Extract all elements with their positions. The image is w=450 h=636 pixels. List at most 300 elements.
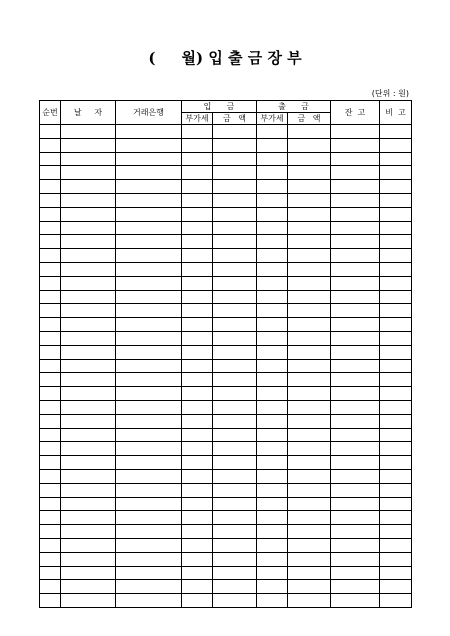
cell-deposit-vat[interactable] bbox=[182, 552, 213, 566]
cell-withdrawal-amount[interactable] bbox=[288, 318, 331, 332]
cell-balance[interactable] bbox=[331, 442, 380, 456]
cell-date[interactable] bbox=[61, 249, 116, 263]
cell-balance[interactable] bbox=[331, 511, 380, 525]
cell-date[interactable] bbox=[61, 262, 116, 276]
cell-bank[interactable] bbox=[116, 331, 182, 345]
cell-deposit-vat[interactable] bbox=[182, 456, 213, 470]
cell-remarks[interactable] bbox=[380, 262, 412, 276]
cell-withdrawal-amount[interactable] bbox=[288, 538, 331, 552]
cell-balance[interactable] bbox=[331, 331, 380, 345]
cell-balance[interactable] bbox=[331, 138, 380, 152]
cell-remarks[interactable] bbox=[380, 235, 412, 249]
cell-no[interactable] bbox=[40, 345, 61, 359]
cell-remarks[interactable] bbox=[380, 249, 412, 263]
cell-balance[interactable] bbox=[331, 125, 380, 139]
cell-deposit-vat[interactable] bbox=[182, 207, 213, 221]
cell-date[interactable] bbox=[61, 331, 116, 345]
cell-balance[interactable] bbox=[331, 525, 380, 539]
cell-no[interactable] bbox=[40, 193, 61, 207]
cell-date[interactable] bbox=[61, 552, 116, 566]
cell-balance[interactable] bbox=[331, 428, 380, 442]
cell-no[interactable] bbox=[40, 456, 61, 470]
cell-remarks[interactable] bbox=[380, 331, 412, 345]
cell-no[interactable] bbox=[40, 538, 61, 552]
cell-deposit-amount[interactable] bbox=[213, 359, 257, 373]
cell-balance[interactable] bbox=[331, 318, 380, 332]
cell-withdrawal-amount[interactable] bbox=[288, 249, 331, 263]
cell-bank[interactable] bbox=[116, 262, 182, 276]
cell-date[interactable] bbox=[61, 456, 116, 470]
cell-remarks[interactable] bbox=[380, 152, 412, 166]
cell-deposit-amount[interactable] bbox=[213, 483, 257, 497]
cell-withdrawal-amount[interactable] bbox=[288, 125, 331, 139]
cell-remarks[interactable] bbox=[380, 221, 412, 235]
cell-withdrawal-amount[interactable] bbox=[288, 373, 331, 387]
cell-remarks[interactable] bbox=[380, 566, 412, 580]
cell-deposit-vat[interactable] bbox=[182, 414, 213, 428]
cell-no[interactable] bbox=[40, 262, 61, 276]
cell-withdrawal-amount[interactable] bbox=[288, 290, 331, 304]
cell-balance[interactable] bbox=[331, 221, 380, 235]
cell-bank[interactable] bbox=[116, 594, 182, 608]
cell-remarks[interactable] bbox=[380, 456, 412, 470]
cell-withdrawal-amount[interactable] bbox=[288, 387, 331, 401]
cell-date[interactable] bbox=[61, 207, 116, 221]
cell-no[interactable] bbox=[40, 525, 61, 539]
cell-deposit-amount[interactable] bbox=[213, 538, 257, 552]
cell-withdrawal-vat[interactable] bbox=[257, 456, 288, 470]
cell-withdrawal-vat[interactable] bbox=[257, 276, 288, 290]
cell-deposit-amount[interactable] bbox=[213, 580, 257, 594]
cell-deposit-amount[interactable] bbox=[213, 304, 257, 318]
cell-deposit-vat[interactable] bbox=[182, 166, 213, 180]
cell-date[interactable] bbox=[61, 442, 116, 456]
cell-deposit-amount[interactable] bbox=[213, 387, 257, 401]
cell-date[interactable] bbox=[61, 359, 116, 373]
cell-deposit-vat[interactable] bbox=[182, 483, 213, 497]
cell-balance[interactable] bbox=[331, 262, 380, 276]
cell-bank[interactable] bbox=[116, 276, 182, 290]
cell-bank[interactable] bbox=[116, 235, 182, 249]
cell-bank[interactable] bbox=[116, 469, 182, 483]
cell-no[interactable] bbox=[40, 483, 61, 497]
cell-date[interactable] bbox=[61, 469, 116, 483]
cell-balance[interactable] bbox=[331, 483, 380, 497]
cell-bank[interactable] bbox=[116, 483, 182, 497]
cell-no[interactable] bbox=[40, 566, 61, 580]
cell-balance[interactable] bbox=[331, 566, 380, 580]
cell-deposit-vat[interactable] bbox=[182, 538, 213, 552]
cell-balance[interactable] bbox=[331, 345, 380, 359]
cell-deposit-vat[interactable] bbox=[182, 125, 213, 139]
cell-bank[interactable] bbox=[116, 166, 182, 180]
cell-date[interactable] bbox=[61, 193, 116, 207]
cell-deposit-amount[interactable] bbox=[213, 276, 257, 290]
cell-deposit-amount[interactable] bbox=[213, 221, 257, 235]
cell-no[interactable] bbox=[40, 276, 61, 290]
cell-date[interactable] bbox=[61, 138, 116, 152]
cell-remarks[interactable] bbox=[380, 387, 412, 401]
cell-withdrawal-vat[interactable] bbox=[257, 318, 288, 332]
cell-withdrawal-amount[interactable] bbox=[288, 456, 331, 470]
cell-withdrawal-amount[interactable] bbox=[288, 497, 331, 511]
cell-deposit-amount[interactable] bbox=[213, 594, 257, 608]
cell-deposit-amount[interactable] bbox=[213, 414, 257, 428]
cell-deposit-amount[interactable] bbox=[213, 138, 257, 152]
cell-bank[interactable] bbox=[116, 387, 182, 401]
cell-withdrawal-vat[interactable] bbox=[257, 442, 288, 456]
cell-bank[interactable] bbox=[116, 442, 182, 456]
cell-withdrawal-vat[interactable] bbox=[257, 400, 288, 414]
cell-deposit-amount[interactable] bbox=[213, 180, 257, 194]
cell-withdrawal-amount[interactable] bbox=[288, 400, 331, 414]
cell-withdrawal-vat[interactable] bbox=[257, 387, 288, 401]
cell-balance[interactable] bbox=[331, 387, 380, 401]
cell-withdrawal-amount[interactable] bbox=[288, 566, 331, 580]
cell-date[interactable] bbox=[61, 180, 116, 194]
cell-balance[interactable] bbox=[331, 359, 380, 373]
cell-deposit-amount[interactable] bbox=[213, 235, 257, 249]
cell-deposit-amount[interactable] bbox=[213, 318, 257, 332]
cell-withdrawal-vat[interactable] bbox=[257, 290, 288, 304]
cell-deposit-vat[interactable] bbox=[182, 221, 213, 235]
cell-deposit-amount[interactable] bbox=[213, 400, 257, 414]
cell-withdrawal-amount[interactable] bbox=[288, 276, 331, 290]
cell-deposit-vat[interactable] bbox=[182, 180, 213, 194]
cell-remarks[interactable] bbox=[380, 359, 412, 373]
cell-bank[interactable] bbox=[116, 345, 182, 359]
cell-balance[interactable] bbox=[331, 180, 380, 194]
cell-date[interactable] bbox=[61, 345, 116, 359]
cell-no[interactable] bbox=[40, 511, 61, 525]
cell-no[interactable] bbox=[40, 594, 61, 608]
cell-balance[interactable] bbox=[331, 552, 380, 566]
cell-no[interactable] bbox=[40, 414, 61, 428]
cell-balance[interactable] bbox=[331, 373, 380, 387]
cell-withdrawal-amount[interactable] bbox=[288, 345, 331, 359]
cell-remarks[interactable] bbox=[380, 497, 412, 511]
cell-balance[interactable] bbox=[331, 469, 380, 483]
cell-balance[interactable] bbox=[331, 193, 380, 207]
cell-remarks[interactable] bbox=[380, 580, 412, 594]
cell-deposit-amount[interactable] bbox=[213, 290, 257, 304]
cell-balance[interactable] bbox=[331, 497, 380, 511]
cell-deposit-amount[interactable] bbox=[213, 456, 257, 470]
cell-bank[interactable] bbox=[116, 138, 182, 152]
cell-deposit-vat[interactable] bbox=[182, 235, 213, 249]
cell-deposit-vat[interactable] bbox=[182, 373, 213, 387]
cell-deposit-amount[interactable] bbox=[213, 331, 257, 345]
cell-withdrawal-amount[interactable] bbox=[288, 207, 331, 221]
cell-balance[interactable] bbox=[331, 594, 380, 608]
cell-no[interactable] bbox=[40, 400, 61, 414]
cell-withdrawal-vat[interactable] bbox=[257, 483, 288, 497]
cell-withdrawal-amount[interactable] bbox=[288, 180, 331, 194]
cell-withdrawal-amount[interactable] bbox=[288, 166, 331, 180]
cell-withdrawal-amount[interactable] bbox=[288, 442, 331, 456]
cell-no[interactable] bbox=[40, 249, 61, 263]
cell-no[interactable] bbox=[40, 138, 61, 152]
cell-withdrawal-vat[interactable] bbox=[257, 180, 288, 194]
cell-deposit-vat[interactable] bbox=[182, 511, 213, 525]
cell-bank[interactable] bbox=[116, 525, 182, 539]
cell-deposit-vat[interactable] bbox=[182, 290, 213, 304]
cell-bank[interactable] bbox=[116, 456, 182, 470]
cell-withdrawal-amount[interactable] bbox=[288, 525, 331, 539]
cell-remarks[interactable] bbox=[380, 442, 412, 456]
cell-withdrawal-vat[interactable] bbox=[257, 262, 288, 276]
cell-withdrawal-amount[interactable] bbox=[288, 428, 331, 442]
cell-withdrawal-amount[interactable] bbox=[288, 152, 331, 166]
cell-no[interactable] bbox=[40, 207, 61, 221]
cell-withdrawal-vat[interactable] bbox=[257, 552, 288, 566]
cell-remarks[interactable] bbox=[380, 193, 412, 207]
cell-deposit-amount[interactable] bbox=[213, 373, 257, 387]
cell-withdrawal-amount[interactable] bbox=[288, 359, 331, 373]
cell-withdrawal-vat[interactable] bbox=[257, 580, 288, 594]
cell-balance[interactable] bbox=[331, 290, 380, 304]
cell-deposit-amount[interactable] bbox=[213, 166, 257, 180]
cell-balance[interactable] bbox=[331, 580, 380, 594]
cell-withdrawal-vat[interactable] bbox=[257, 152, 288, 166]
cell-deposit-vat[interactable] bbox=[182, 276, 213, 290]
cell-date[interactable] bbox=[61, 304, 116, 318]
cell-withdrawal-vat[interactable] bbox=[257, 511, 288, 525]
cell-bank[interactable] bbox=[116, 304, 182, 318]
cell-remarks[interactable] bbox=[380, 428, 412, 442]
cell-deposit-amount[interactable] bbox=[213, 193, 257, 207]
cell-remarks[interactable] bbox=[380, 318, 412, 332]
cell-withdrawal-vat[interactable] bbox=[257, 207, 288, 221]
cell-bank[interactable] bbox=[116, 221, 182, 235]
cell-date[interactable] bbox=[61, 400, 116, 414]
cell-withdrawal-amount[interactable] bbox=[288, 262, 331, 276]
cell-bank[interactable] bbox=[116, 207, 182, 221]
cell-balance[interactable] bbox=[331, 249, 380, 263]
cell-remarks[interactable] bbox=[380, 304, 412, 318]
cell-deposit-vat[interactable] bbox=[182, 594, 213, 608]
cell-deposit-vat[interactable] bbox=[182, 387, 213, 401]
cell-remarks[interactable] bbox=[380, 180, 412, 194]
cell-deposit-vat[interactable] bbox=[182, 331, 213, 345]
cell-withdrawal-vat[interactable] bbox=[257, 497, 288, 511]
cell-deposit-amount[interactable] bbox=[213, 125, 257, 139]
cell-withdrawal-vat[interactable] bbox=[257, 373, 288, 387]
cell-bank[interactable] bbox=[116, 125, 182, 139]
cell-balance[interactable] bbox=[331, 400, 380, 414]
cell-bank[interactable] bbox=[116, 249, 182, 263]
cell-withdrawal-amount[interactable] bbox=[288, 235, 331, 249]
cell-deposit-vat[interactable] bbox=[182, 400, 213, 414]
cell-no[interactable] bbox=[40, 304, 61, 318]
cell-no[interactable] bbox=[40, 580, 61, 594]
cell-deposit-vat[interactable] bbox=[182, 138, 213, 152]
cell-withdrawal-vat[interactable] bbox=[257, 331, 288, 345]
cell-remarks[interactable] bbox=[380, 511, 412, 525]
cell-no[interactable] bbox=[40, 152, 61, 166]
cell-date[interactable] bbox=[61, 318, 116, 332]
cell-date[interactable] bbox=[61, 235, 116, 249]
cell-withdrawal-vat[interactable] bbox=[257, 428, 288, 442]
cell-no[interactable] bbox=[40, 373, 61, 387]
cell-deposit-amount[interactable] bbox=[213, 525, 257, 539]
cell-bank[interactable] bbox=[116, 359, 182, 373]
cell-date[interactable] bbox=[61, 166, 116, 180]
cell-withdrawal-amount[interactable] bbox=[288, 483, 331, 497]
cell-no[interactable] bbox=[40, 552, 61, 566]
cell-withdrawal-vat[interactable] bbox=[257, 359, 288, 373]
cell-deposit-vat[interactable] bbox=[182, 359, 213, 373]
cell-deposit-vat[interactable] bbox=[182, 580, 213, 594]
cell-remarks[interactable] bbox=[380, 414, 412, 428]
cell-date[interactable] bbox=[61, 483, 116, 497]
cell-date[interactable] bbox=[61, 594, 116, 608]
cell-deposit-amount[interactable] bbox=[213, 497, 257, 511]
cell-deposit-amount[interactable] bbox=[213, 566, 257, 580]
cell-date[interactable] bbox=[61, 497, 116, 511]
cell-withdrawal-vat[interactable] bbox=[257, 235, 288, 249]
cell-date[interactable] bbox=[61, 221, 116, 235]
cell-withdrawal-amount[interactable] bbox=[288, 221, 331, 235]
cell-remarks[interactable] bbox=[380, 373, 412, 387]
cell-no[interactable] bbox=[40, 180, 61, 194]
cell-withdrawal-amount[interactable] bbox=[288, 304, 331, 318]
cell-date[interactable] bbox=[61, 290, 116, 304]
cell-date[interactable] bbox=[61, 276, 116, 290]
cell-no[interactable] bbox=[40, 290, 61, 304]
cell-withdrawal-amount[interactable] bbox=[288, 580, 331, 594]
cell-withdrawal-amount[interactable] bbox=[288, 331, 331, 345]
cell-deposit-vat[interactable] bbox=[182, 525, 213, 539]
cell-bank[interactable] bbox=[116, 180, 182, 194]
cell-withdrawal-vat[interactable] bbox=[257, 193, 288, 207]
cell-remarks[interactable] bbox=[380, 594, 412, 608]
cell-withdrawal-vat[interactable] bbox=[257, 221, 288, 235]
cell-withdrawal-amount[interactable] bbox=[288, 552, 331, 566]
cell-date[interactable] bbox=[61, 152, 116, 166]
cell-deposit-vat[interactable] bbox=[182, 249, 213, 263]
cell-no[interactable] bbox=[40, 318, 61, 332]
cell-withdrawal-vat[interactable] bbox=[257, 249, 288, 263]
cell-no[interactable] bbox=[40, 125, 61, 139]
cell-deposit-amount[interactable] bbox=[213, 152, 257, 166]
cell-balance[interactable] bbox=[331, 414, 380, 428]
cell-withdrawal-vat[interactable] bbox=[257, 125, 288, 139]
cell-no[interactable] bbox=[40, 359, 61, 373]
cell-balance[interactable] bbox=[331, 152, 380, 166]
cell-no[interactable] bbox=[40, 442, 61, 456]
cell-withdrawal-vat[interactable] bbox=[257, 345, 288, 359]
cell-remarks[interactable] bbox=[380, 207, 412, 221]
cell-no[interactable] bbox=[40, 497, 61, 511]
cell-deposit-vat[interactable] bbox=[182, 304, 213, 318]
cell-deposit-vat[interactable] bbox=[182, 469, 213, 483]
cell-balance[interactable] bbox=[331, 304, 380, 318]
cell-withdrawal-vat[interactable] bbox=[257, 525, 288, 539]
cell-remarks[interactable] bbox=[380, 525, 412, 539]
cell-remarks[interactable] bbox=[380, 538, 412, 552]
cell-remarks[interactable] bbox=[380, 125, 412, 139]
cell-balance[interactable] bbox=[331, 166, 380, 180]
cell-bank[interactable] bbox=[116, 538, 182, 552]
cell-withdrawal-amount[interactable] bbox=[288, 511, 331, 525]
cell-bank[interactable] bbox=[116, 566, 182, 580]
cell-withdrawal-amount[interactable] bbox=[288, 138, 331, 152]
cell-bank[interactable] bbox=[116, 152, 182, 166]
cell-no[interactable] bbox=[40, 221, 61, 235]
cell-withdrawal-vat[interactable] bbox=[257, 138, 288, 152]
cell-date[interactable] bbox=[61, 428, 116, 442]
cell-deposit-vat[interactable] bbox=[182, 193, 213, 207]
cell-date[interactable] bbox=[61, 538, 116, 552]
cell-date[interactable] bbox=[61, 511, 116, 525]
cell-withdrawal-amount[interactable] bbox=[288, 594, 331, 608]
cell-remarks[interactable] bbox=[380, 166, 412, 180]
cell-bank[interactable] bbox=[116, 552, 182, 566]
cell-date[interactable] bbox=[61, 580, 116, 594]
cell-withdrawal-vat[interactable] bbox=[257, 304, 288, 318]
cell-deposit-vat[interactable] bbox=[182, 428, 213, 442]
cell-balance[interactable] bbox=[331, 276, 380, 290]
cell-withdrawal-vat[interactable] bbox=[257, 469, 288, 483]
cell-no[interactable] bbox=[40, 235, 61, 249]
cell-no[interactable] bbox=[40, 469, 61, 483]
cell-date[interactable] bbox=[61, 125, 116, 139]
cell-deposit-amount[interactable] bbox=[213, 345, 257, 359]
cell-remarks[interactable] bbox=[380, 276, 412, 290]
cell-remarks[interactable] bbox=[380, 400, 412, 414]
cell-balance[interactable] bbox=[331, 207, 380, 221]
cell-withdrawal-vat[interactable] bbox=[257, 414, 288, 428]
cell-deposit-vat[interactable] bbox=[182, 318, 213, 332]
cell-bank[interactable] bbox=[116, 511, 182, 525]
cell-withdrawal-vat[interactable] bbox=[257, 166, 288, 180]
cell-deposit-amount[interactable] bbox=[213, 469, 257, 483]
cell-withdrawal-amount[interactable] bbox=[288, 469, 331, 483]
cell-bank[interactable] bbox=[116, 400, 182, 414]
cell-withdrawal-vat[interactable] bbox=[257, 538, 288, 552]
cell-bank[interactable] bbox=[116, 373, 182, 387]
cell-remarks[interactable] bbox=[380, 483, 412, 497]
cell-deposit-amount[interactable] bbox=[213, 262, 257, 276]
cell-no[interactable] bbox=[40, 331, 61, 345]
cell-no[interactable] bbox=[40, 166, 61, 180]
cell-bank[interactable] bbox=[116, 497, 182, 511]
cell-bank[interactable] bbox=[116, 428, 182, 442]
cell-deposit-vat[interactable] bbox=[182, 345, 213, 359]
cell-date[interactable] bbox=[61, 525, 116, 539]
cell-deposit-vat[interactable] bbox=[182, 262, 213, 276]
cell-bank[interactable] bbox=[116, 193, 182, 207]
cell-bank[interactable] bbox=[116, 414, 182, 428]
cell-date[interactable] bbox=[61, 414, 116, 428]
cell-bank[interactable] bbox=[116, 318, 182, 332]
cell-withdrawal-amount[interactable] bbox=[288, 414, 331, 428]
cell-deposit-vat[interactable] bbox=[182, 442, 213, 456]
cell-deposit-amount[interactable] bbox=[213, 511, 257, 525]
cell-withdrawal-amount[interactable] bbox=[288, 193, 331, 207]
cell-date[interactable] bbox=[61, 387, 116, 401]
cell-deposit-vat[interactable] bbox=[182, 152, 213, 166]
cell-balance[interactable] bbox=[331, 235, 380, 249]
cell-remarks[interactable] bbox=[380, 469, 412, 483]
cell-withdrawal-vat[interactable] bbox=[257, 566, 288, 580]
cell-remarks[interactable] bbox=[380, 138, 412, 152]
cell-remarks[interactable] bbox=[380, 290, 412, 304]
cell-withdrawal-vat[interactable] bbox=[257, 594, 288, 608]
cell-remarks[interactable] bbox=[380, 552, 412, 566]
cell-deposit-amount[interactable] bbox=[213, 207, 257, 221]
